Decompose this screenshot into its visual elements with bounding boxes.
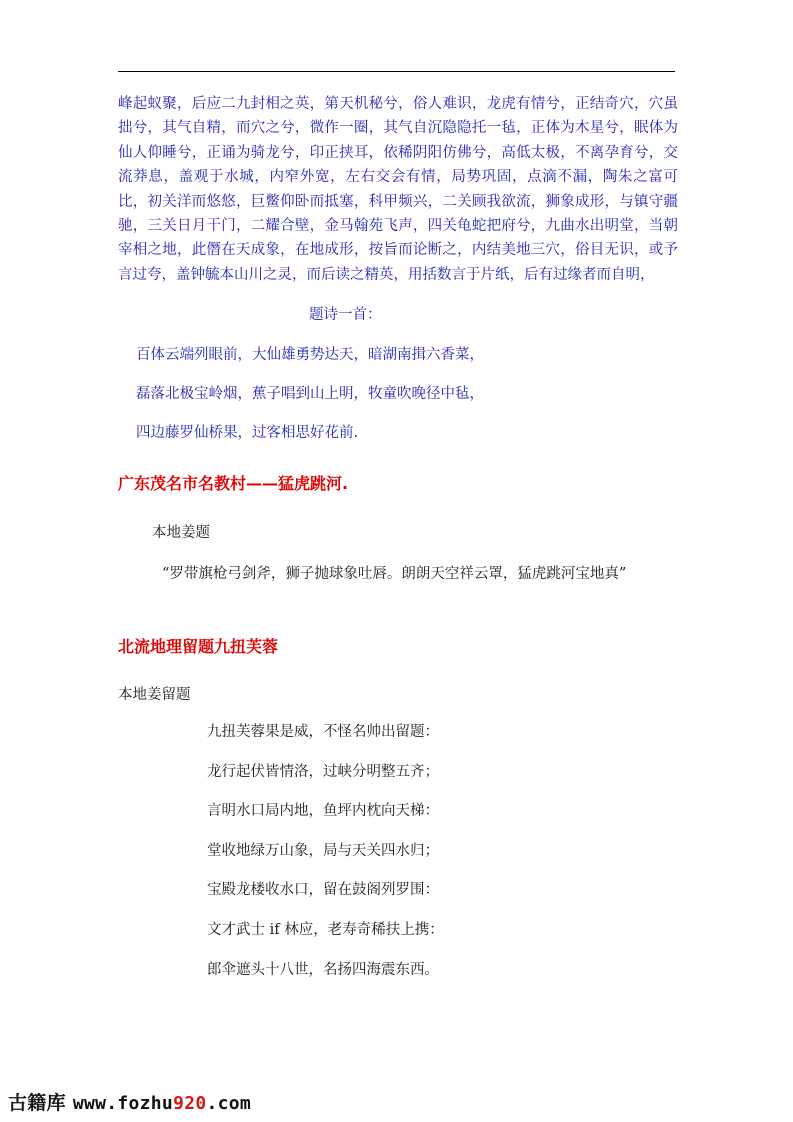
footer-site-number: 920 (173, 1093, 207, 1114)
footer-site-suffix: .com (206, 1093, 252, 1114)
section-heading-mengbu: 广东茂名市名教村——猛虎跳河. (118, 474, 349, 493)
poem-title: 题诗一首： (309, 307, 382, 323)
footer-site-prefix: www.fozhu (72, 1093, 174, 1114)
section-label-mengbu: 本地姜题 (152, 525, 210, 541)
verse-line: 龙行起伏皆情洛，过峡分明整五齐； (207, 763, 439, 780)
verse-line: 堂收地绿万山象，局与天关四水归； (207, 842, 439, 859)
verse-line: 文才武士 if 林应，老寿奇稀扶上携： (207, 921, 444, 938)
section-quote-mengbu: “罗带旗枪弓剑斧，狮子抛球象吐唇。朗朗天空祥云罩，猛虎跳河宝地真” (162, 566, 627, 582)
poem-line-3: 四边藤罗仙桥果，过客相思好花前. (136, 425, 359, 441)
header-rule (118, 71, 675, 72)
verse-line: 郎伞遮头十八世，名扬四海震东西。 (207, 961, 439, 978)
footer-watermark (8, 1088, 251, 1115)
footer-brand: 古籍库 (8, 1092, 66, 1114)
verse-list (207, 722, 444, 999)
section-heading-beiliu: 北流地理留题九扭芙蓉 (118, 637, 279, 656)
poem-line-2: 磊落北极宝岭烟，蕉子唱到山上明，牧童吹晚径中毡， (136, 386, 484, 402)
main-passage: 峰起蚁聚，后应二九封相之英，第天机秘兮，俗人难识，龙虎有情兮，正结奇穴，穴虽拙兮，其气自精，而穴之兮，微作一圈，其气自沉隐隐托一毡，正体为木星兮，眠体为仙人仰睡兮，正诵为骑龙兮，印正挟耳，依稀阴阳仿佛兮，高低太极，不离孕育兮，交流莽息，盖观于水城，内窄外宽，左右交会有情，局势巩固，点滴不漏，陶朱之富可比，初关洋而悠悠，巨鳖仰卧而抵塞，科甲频兴，二关顾我欲流，狮象成形，与镇守疆驰，三关日月干门，二耀合壁，金马翰苑飞声，四关龟蛇把府兮，九曲水出明堂，当朝宰相之地，此僭在天成象，在地成形，按旨而论断之，内结美地三穴，俗目无识，或予言过夸，盖钟毓本山川之灵，而后读之精英，用括数言于片纸，后有过缘者而自明， (118, 96, 678, 283)
verse-line: 九扭芙蓉果是威，不怪名帅出留题： (207, 724, 439, 740)
section-label-beiliu: 本地姜留题 (118, 687, 191, 703)
verse-line: 宝殿龙楼收水口，留在鼓阁列罗围： (207, 882, 439, 899)
verse-line: 言明水口局内地，鱼坪内枕向天梯： (207, 803, 439, 820)
poem-line-1: 百体云端列眼前，大仙雄勇势达天，暗湖南揖六香菜， (136, 347, 484, 363)
